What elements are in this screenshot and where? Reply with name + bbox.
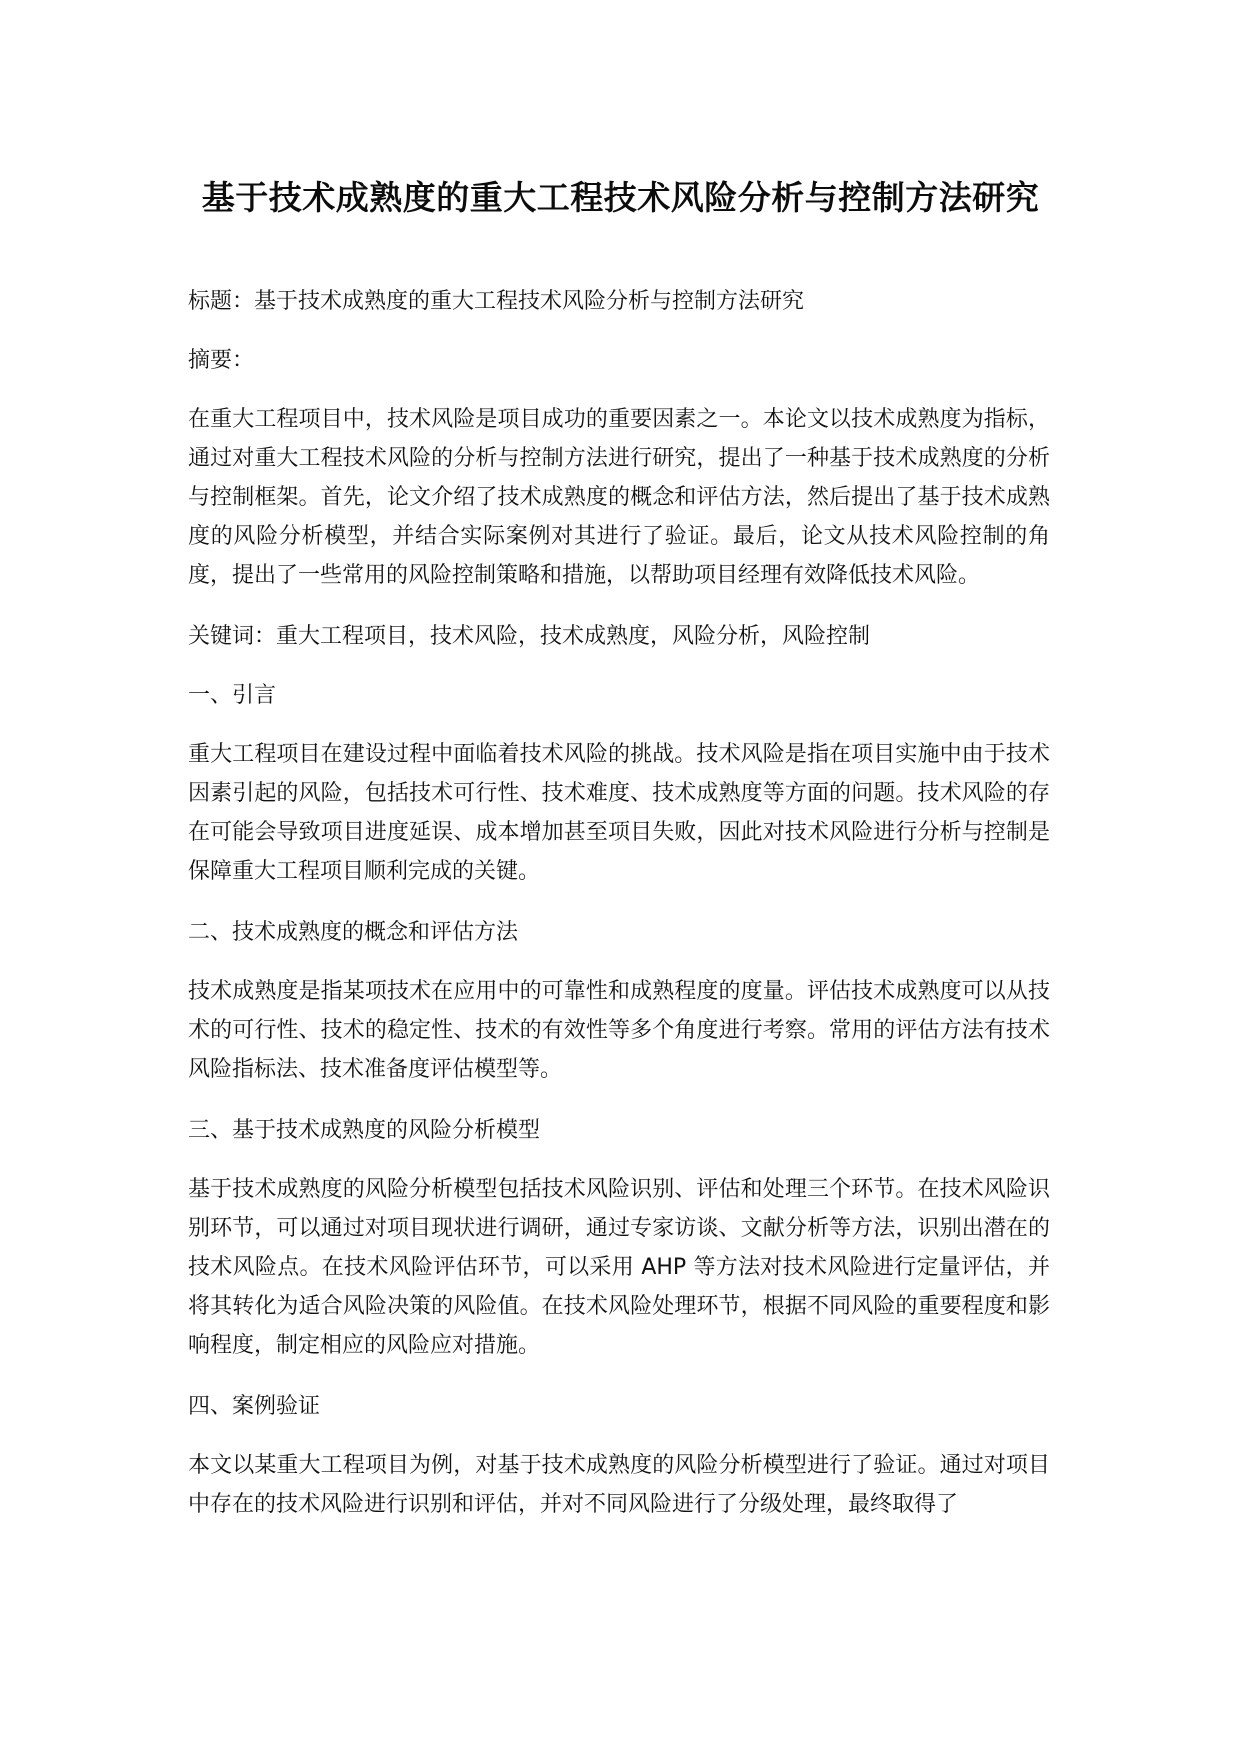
section-paragraph-case-study: 本文以某重大工程项目为例，对基于技术成熟度的风险分析模型进行了验证。通过对项目中存在的技术风险进行识别和评估，并对不同风险进行了分级处理，最终取得了 xyxy=(188,1453,1050,1517)
section-heading-maturity-concept: 二、技术成熟度的概念和评估方法 xyxy=(188,920,519,945)
abstract-label: 摘要： xyxy=(188,348,255,373)
section-heading-risk-model: 三、基于技术成熟度的风险分析模型 xyxy=(188,1118,541,1143)
document-body xyxy=(188,282,1050,1546)
section-paragraph-maturity-concept: 技术成熟度是指某项技术在应用中的可靠性和成熟程度的度量。评估技术成熟度可以从技术的可行性、技术的稳定性、技术的有效性等多个角度进行考察。常用的评估方法有技术风险指标法、技术准备度评估模型等。 xyxy=(188,979,1050,1082)
section-paragraph-risk-model: 基于技术成熟度的风险分析模型包括技术风险识别、评估和处理三个环节。在技术风险识别环节，可以通过对项目现状进行调研，通过专家访谈、文献分析等方法，识别出潜在的技术风险点。在技术风险评估环节，可以采用 AHP 等方法对技术风险进行定量评估，并将其转化为适合风险决策的风险值。在技术风险处理环节，根据不同风险的重要程度和影响程度，制定相应的风险应对措施。 xyxy=(188,1177,1050,1358)
section-heading-case-study: 四、案例验证 xyxy=(188,1394,321,1419)
title-line: 标题：基于技术成熟度的重大工程技术风险分析与控制方法研究 xyxy=(188,289,805,314)
section-paragraph-introduction: 重大工程项目在建设过程中面临着技术风险的挑战。技术风险是指在项目实施中由于技术因素引起的风险，包括技术可行性、技术难度、技术成熟度等方面的问题。技术风险的存在可能会导致项目进度延误、成本增加甚至项目失败，因此对技术风险进行分析与控制是保障重大工程项目顺利完成的关键。 xyxy=(188,742,1050,884)
abstract-paragraph: 在重大工程项目中，技术风险是项目成功的重要因素之一。本论文以技术成熟度为指标，通过对重大工程技术风险的分析与控制方法进行研究，提出了一种基于技术成熟度的分析与控制框架。首先，论文介绍了技术成熟度的概念和评估方法，然后提出了基于技术成熟度的风险分析模型，并结合实际案例对其进行了验证。最后，论文从技术风险控制的角度，提出了一些常用的风险控制策略和措施，以帮助项目经理有效降低技术风险。 xyxy=(188,407,1050,588)
document-title: 基于技术成熟度的重大工程技术风险分析与控制方法研究 xyxy=(201,178,1040,217)
keywords-line: 关键词：重大工程项目，技术风险，技术成熟度，风险分析，风险控制 xyxy=(188,624,871,649)
section-heading-introduction: 一、引言 xyxy=(188,683,277,708)
